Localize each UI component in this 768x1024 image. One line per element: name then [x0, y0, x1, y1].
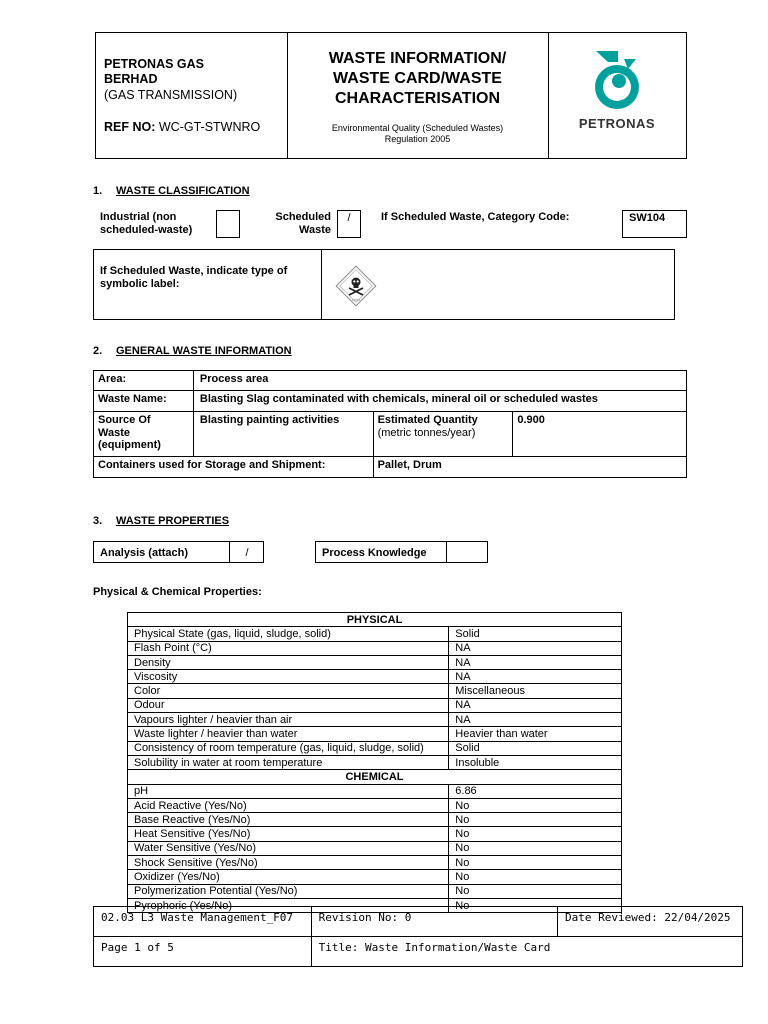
containers-label: Containers used for Storage and Shipment: — [94, 457, 374, 478]
property-value: No — [449, 827, 622, 841]
source-row — [94, 412, 687, 457]
property-value: Solid — [449, 627, 622, 641]
property-name: Oxidizer (Yes/No) — [128, 870, 449, 884]
section-1-number: 1. — [93, 185, 103, 197]
document-title — [287, 49, 548, 109]
property-value: Heavier than water — [449, 727, 622, 741]
waste-name-value: Blasting Slag contaminated with chemicals, mineral oil or scheduled wastes — [193, 391, 686, 412]
document-title-line2: WASTE CARD/WASTE — [333, 70, 502, 87]
property-value: No — [449, 870, 622, 884]
section-3-heading — [93, 515, 229, 527]
property-name: Vapours lighter / heavier than air — [128, 713, 449, 727]
property-row — [128, 755, 622, 769]
toxic-skull-crossbones-icon — [332, 262, 380, 310]
area-row — [94, 371, 687, 391]
property-name: Pyrophoric (Yes/No) — [128, 898, 449, 912]
document-title-line3: CHARACTERISATION — [334, 90, 501, 107]
property-row — [128, 827, 622, 841]
general-info-table — [93, 370, 687, 478]
section-2-number: 2. — [93, 345, 103, 357]
property-row — [128, 713, 622, 727]
properties-heading: Physical & Chemical Properties: — [93, 586, 262, 598]
physical-section-row — [128, 613, 622, 627]
industrial-label — [100, 211, 192, 237]
footer-revision: Revision No: 0 — [311, 907, 557, 937]
petronas-logo — [548, 33, 686, 158]
property-value: No — [449, 813, 622, 827]
property-value: Solid — [449, 741, 622, 755]
property-name: Heat Sensitive (Yes/No) — [128, 827, 449, 841]
symbolic-label-line1: If Scheduled Waste, indicate type of — [100, 265, 288, 277]
area-label: Area: — [94, 371, 194, 391]
company-division: (GAS TRANSMISSION) — [104, 88, 238, 102]
property-row — [128, 684, 622, 698]
footer-date-reviewed: Date Reviewed: 22/04/2025 — [557, 907, 742, 937]
property-value: NA — [449, 713, 622, 727]
properties-table-body — [128, 613, 622, 913]
property-value: NA — [449, 641, 622, 655]
property-name: Polymerization Potential (Yes/No) — [128, 884, 449, 898]
company-block — [96, 33, 288, 158]
properties-table — [127, 612, 622, 913]
property-value: No — [449, 898, 622, 912]
quantity-value: 0.900 — [513, 412, 687, 457]
property-row — [128, 784, 622, 798]
property-row — [128, 727, 622, 741]
property-name: Color — [128, 684, 449, 698]
process-knowledge-field — [315, 541, 488, 563]
area-value: Process area — [193, 371, 686, 391]
property-row — [128, 741, 622, 755]
property-value: Insoluble — [449, 755, 622, 769]
company-name-line1: PETRONAS GAS — [104, 57, 205, 71]
section-2-heading — [93, 345, 292, 357]
symbolic-label-text — [100, 265, 287, 291]
containers-row — [94, 457, 687, 478]
industrial-checkbox[interactable] — [216, 210, 240, 238]
property-row — [128, 856, 622, 870]
estimated-quantity-label — [373, 412, 513, 457]
waste-name-label: Waste Name: — [94, 391, 194, 412]
industrial-label-line2: scheduled-waste) — [100, 224, 193, 236]
property-name: Odour — [128, 698, 449, 712]
ref-label: REF NO: — [104, 120, 156, 134]
symbolic-label-box — [93, 249, 675, 320]
regulation-text — [287, 123, 548, 145]
document-title-line1: WASTE INFORMATION/ — [328, 50, 507, 67]
company-name — [104, 57, 204, 87]
section-2-title: GENERAL WASTE INFORMATION — [116, 345, 292, 357]
property-value: NA — [449, 698, 622, 712]
property-row — [128, 884, 622, 898]
quantity-label: Estimated Quantity — [377, 414, 478, 426]
property-value: NA — [449, 655, 622, 669]
petronas-wordmark: PETRONAS — [578, 116, 656, 131]
scheduled-waste-label — [256, 211, 331, 237]
property-row — [128, 641, 622, 655]
source-label-line2: Waste — [98, 426, 130, 439]
property-name: Base Reactive (Yes/No) — [128, 813, 449, 827]
document-footer — [93, 906, 743, 967]
source-label-line1: Source Of — [98, 414, 151, 426]
property-name: Water Sensitive (Yes/No) — [128, 841, 449, 855]
property-value: No — [449, 856, 622, 870]
industrial-label-line1: Industrial (non — [100, 211, 177, 223]
property-row — [128, 813, 622, 827]
property-value: 6.86 — [449, 784, 622, 798]
containers-value: Pallet, Drum — [373, 457, 686, 478]
property-row — [128, 670, 622, 684]
symbolic-label-line2: symbolic label: — [100, 278, 180, 290]
property-row — [128, 798, 622, 812]
analysis-field — [93, 541, 264, 563]
property-row — [128, 841, 622, 855]
section-3-title: WASTE PROPERTIES — [116, 515, 230, 527]
property-name: Consistency of room temperature (gas, liquid, sludge, solid) — [128, 741, 449, 755]
symbolic-label-divider — [321, 249, 322, 320]
footer-page-number: Page 1 of 5 — [94, 937, 312, 967]
physical-section-heading: PHYSICAL — [128, 613, 622, 627]
process-knowledge-label: Process Knowledge — [322, 547, 427, 559]
section-1-heading — [93, 185, 250, 197]
property-value: No — [449, 798, 622, 812]
property-value: No — [449, 884, 622, 898]
scheduled-label-line2: Waste — [299, 224, 331, 236]
source-value: Blasting painting activities — [193, 412, 373, 457]
property-row — [128, 870, 622, 884]
category-code-label: If Scheduled Waste, Category Code: — [381, 211, 570, 223]
source-label — [94, 412, 194, 457]
property-value: NA — [449, 670, 622, 684]
ref-number — [104, 120, 260, 134]
regulation-line2: Regulation 2005 — [384, 134, 451, 144]
footer-doc-id: 02.03 L3 Waste Management_F07 — [94, 907, 312, 937]
property-name: Density — [128, 655, 449, 669]
ref-value: WC-GT-STWNRO — [158, 120, 261, 134]
property-name: Viscosity — [128, 670, 449, 684]
property-row — [128, 627, 622, 641]
regulation-line1: Environmental Quality (Scheduled Wastes) — [331, 123, 504, 133]
property-value: Miscellaneous — [449, 684, 622, 698]
analysis-label: Analysis (attach) — [100, 547, 189, 559]
property-name: Solubility in water at room temperature — [128, 755, 449, 769]
title-block — [287, 33, 549, 158]
petronas-emblem-icon — [582, 47, 652, 113]
analysis-checkbox[interactable]: / — [245, 547, 249, 559]
process-divider — [446, 541, 447, 563]
property-name: Flash Point (°C) — [128, 641, 449, 655]
category-code-field[interactable]: SW104 — [622, 210, 687, 238]
company-name-line2: BERHAD — [104, 72, 158, 86]
section-3-number: 3. — [93, 515, 103, 527]
waste-name-row — [94, 391, 687, 412]
document-header — [95, 32, 687, 159]
property-row — [128, 655, 622, 669]
footer-title: Title: Waste Information/Waste Card — [311, 937, 742, 967]
property-name: Shock Sensitive (Yes/No) — [128, 856, 449, 870]
chemical-section-row — [128, 770, 622, 784]
scheduled-waste-checkbox[interactable]: / — [337, 210, 361, 238]
chemical-section-heading: CHEMICAL — [128, 770, 622, 784]
property-value: No — [449, 841, 622, 855]
property-name: pH — [128, 784, 449, 798]
property-row — [128, 698, 622, 712]
source-label-line3: (equipment) — [98, 439, 161, 451]
scheduled-label-line1: Scheduled — [275, 211, 331, 223]
property-name: Waste lighter / heavier than water — [128, 727, 449, 741]
section-1-title: WASTE CLASSIFICATION — [116, 185, 250, 197]
quantity-unit: (metric tonnes/year) — [377, 427, 476, 439]
property-name: Physical State (gas, liquid, sludge, solid) — [128, 627, 449, 641]
property-name: Acid Reactive (Yes/No) — [128, 798, 449, 812]
